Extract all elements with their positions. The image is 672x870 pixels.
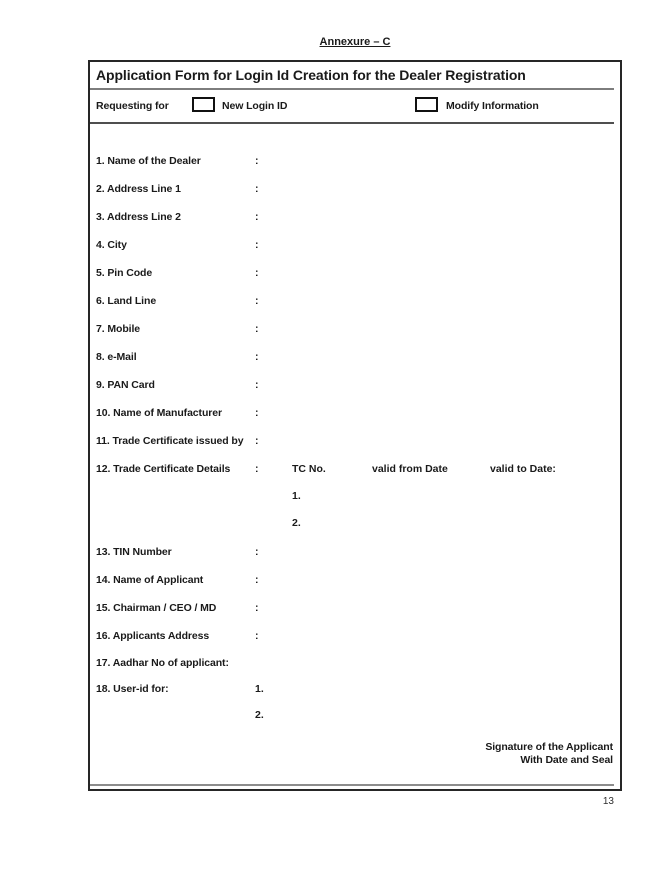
form-title: Application Form for Login Id Creation for the Dealer Registration [96, 67, 526, 83]
field-colon: : [255, 295, 259, 307]
field-label-pan-card: 9. PAN Card [96, 379, 155, 391]
field-row-18 [90, 683, 620, 697]
tc-row-1-number: 1. [292, 490, 301, 502]
tc-row-1 [90, 490, 620, 504]
field-label-mobile: 7. Mobile [96, 323, 141, 335]
field-row-4 [90, 239, 620, 253]
field-row-6 [90, 295, 620, 309]
field-row-9 [90, 379, 620, 393]
bottom-separator [90, 784, 614, 786]
tc-column-valid-to: valid to Date: [490, 463, 556, 475]
new-login-id-checkbox[interactable] [192, 97, 215, 112]
field-row-13 [90, 546, 620, 560]
page-number: 13 [602, 796, 614, 807]
field-label-trade-certificate-issued-by: 11. Trade Certificate issued by [96, 435, 244, 447]
field-row-10 [90, 407, 620, 421]
field-row-2 [90, 183, 620, 197]
field-colon: : [255, 239, 259, 251]
signature-line-2: With Date and Seal [520, 754, 613, 766]
field-row-8 [90, 351, 620, 365]
field-label-address-line-1: 2. Address Line 1 [96, 183, 181, 195]
field-label-applicants-address: 16. Applicants Address [96, 630, 210, 642]
field-label-address-line-2: 3. Address Line 2 [96, 211, 181, 223]
tc-row-2-number: 2. [292, 517, 301, 529]
modify-information-label: Modify Information [446, 100, 539, 112]
signature-block [485, 741, 613, 767]
field-label-applicant-name: 14. Name of Applicant [96, 574, 204, 586]
modify-information-checkbox[interactable] [415, 97, 438, 112]
userid-row-2-number: 2. [255, 709, 264, 721]
annexure-label: Annexure – C [319, 36, 391, 48]
field-colon: : [255, 435, 259, 447]
field-label-dealer-name: 1. Name of the Dealer [96, 155, 201, 167]
field-label-tin-number: 13. TIN Number [96, 546, 172, 558]
field-row-3 [90, 211, 620, 225]
requesting-separator [90, 122, 614, 124]
field-row-1 [90, 155, 620, 169]
userid-row-1-number: 1. [255, 683, 264, 695]
field-colon: : [255, 546, 259, 558]
field-colon: : [255, 351, 259, 363]
field-label-chairman-ceo-md: 15. Chairman / CEO / MD [96, 602, 217, 614]
field-row-5 [90, 267, 620, 281]
signature-line-1: Signature of the Applicant [485, 741, 613, 753]
field-row-16 [90, 630, 620, 644]
field-label-aadhar-no: 17. Aadhar No of applicant: [96, 657, 229, 669]
field-row-14 [90, 574, 620, 588]
field-colon: : [255, 155, 259, 167]
field-colon: : [255, 379, 259, 391]
field-row-12 [90, 463, 620, 477]
title-separator [90, 88, 614, 90]
field-label-pin-code: 5. Pin Code [96, 267, 153, 279]
field-label-user-id-for: 18. User-id for: [96, 683, 169, 695]
requesting-for-label: Requesting for [96, 100, 169, 112]
field-label-email: 8. e-Mail [96, 351, 137, 363]
field-colon: : [255, 323, 259, 335]
field-colon: : [255, 602, 259, 614]
field-row-11 [90, 435, 620, 449]
tc-column-tc-no: TC No. [292, 463, 326, 475]
field-label-city: 4. City [96, 239, 127, 251]
field-label-trade-certificate-details: 12. Trade Certificate Details [96, 463, 231, 475]
tc-row-2 [90, 517, 620, 531]
field-row-7 [90, 323, 620, 337]
field-colon: : [255, 183, 259, 195]
field-colon: : [255, 630, 259, 642]
field-colon: : [255, 267, 259, 279]
field-row-15 [90, 602, 620, 616]
form-box [88, 60, 622, 791]
field-colon: : [255, 407, 259, 419]
field-label-land-line: 6. Land Line [96, 295, 157, 307]
tc-column-valid-from: valid from Date [372, 463, 448, 475]
field-colon: : [255, 463, 259, 475]
field-colon: : [255, 211, 259, 223]
field-colon: : [255, 574, 259, 586]
userid-row-2 [90, 709, 620, 723]
field-row-17 [90, 657, 620, 671]
new-login-id-label: New Login ID [222, 100, 288, 112]
field-label-manufacturer-name: 10. Name of Manufacturer [96, 407, 222, 419]
